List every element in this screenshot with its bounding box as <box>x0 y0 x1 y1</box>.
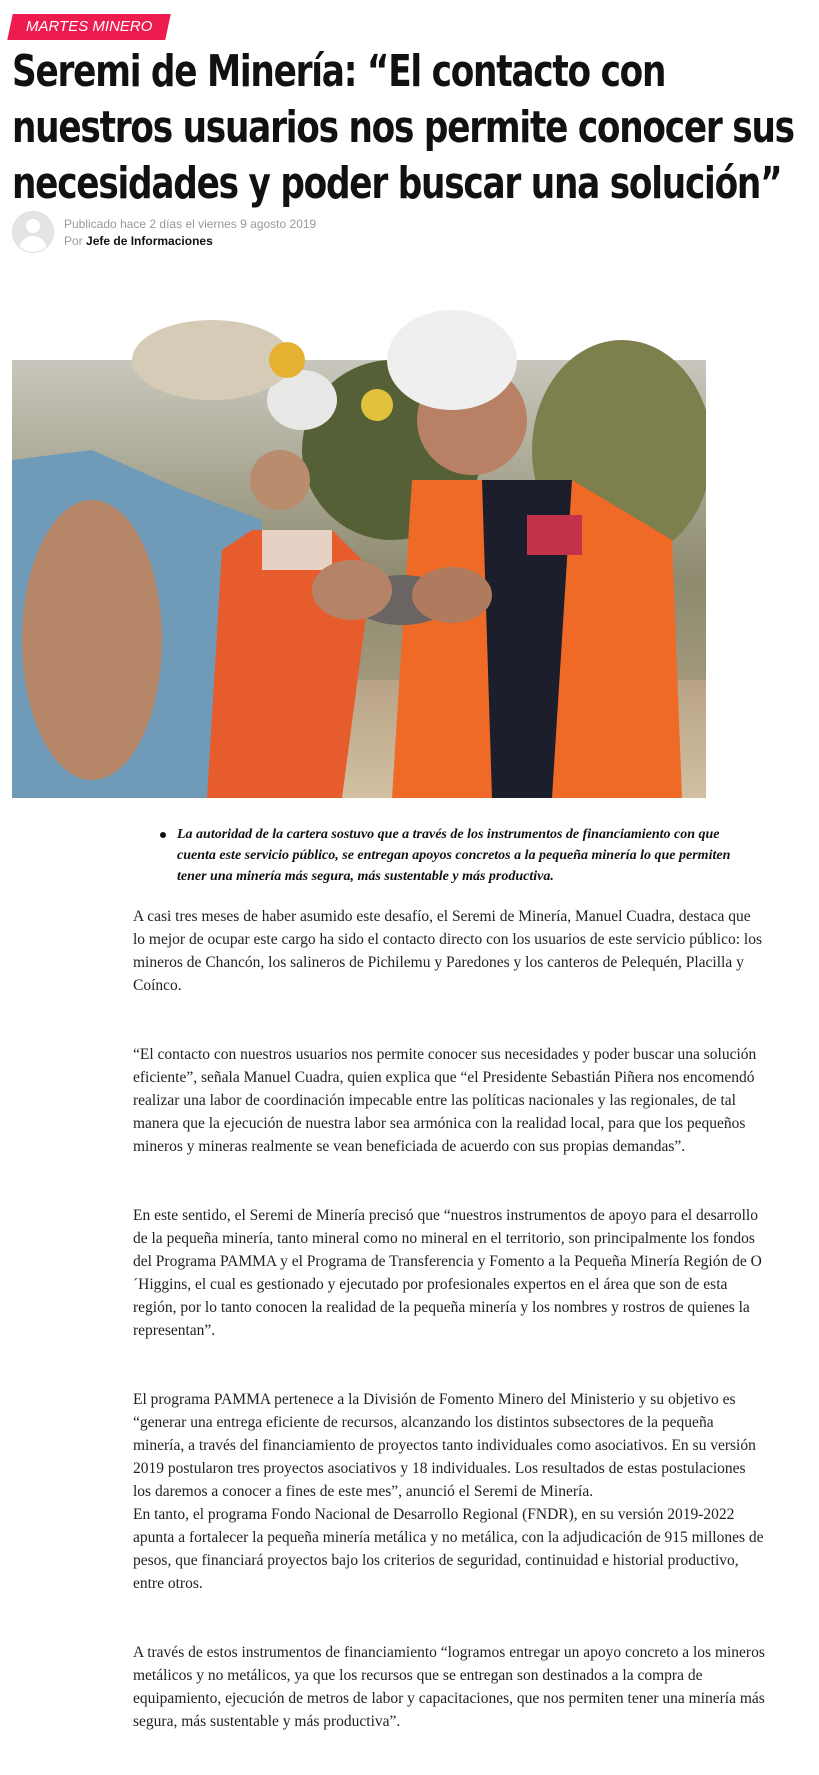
by-prefix: Por <box>64 234 83 248</box>
publish-line <box>64 217 316 231</box>
relative-time[interactable]: hace 2 días <box>120 217 183 231</box>
article-photo <box>12 300 706 798</box>
article-headline: Seremi de Minería: “El contacto con nuestros usuarios nos permite conocer sus necesidades y poder buscar una solución” <box>12 46 794 209</box>
article-body <box>133 905 765 1733</box>
publish-date: el viernes 9 agosto 2019 <box>185 217 317 231</box>
paragraph-4: El programa PAMMA pertenece a la División de Fomento Minero del Ministerio y su objetivo es “generar una entrega eficiente de recursos, alcanzando los distintos subsectores de la pequeña minería, a través del financiamiento de proyectos tanto individuales como asociativos. En su versión 2019 postularon tres proyectos asociativos y 18 individuales. Los resultados de estas postulaciones los daremos a conocer a fines de este mes”, anunció el Seremi de Minería. <box>133 1391 756 1500</box>
article-summary-list <box>160 824 760 887</box>
published-prefix: Publicado <box>64 217 117 231</box>
author-line <box>64 234 213 248</box>
paragraph-6: A través de estos instrumentos de financiamiento “logramos entregar un apoyo concreto a los mineros metálicos y no metálicos, ya que los recursos que se entregan son destinados a la compra de equipamiento, ejecución de metros de labor y capacitaciones, que nos permiten tener una minería más segura, más sustentable y más productiva”. <box>133 1644 765 1730</box>
paragraph-1: A casi tres meses de haber asumido este desafío, el Seremi de Minería, Manuel Cuadra, destaca que lo mejor de ocupar este cargo ha sido el contacto directo con los usuarios de este servicio público: los mineros de Chancón, los salineros de Pichilemu y Paredones y los canteros de Pelequén, Placilla y Coínco. <box>133 908 762 994</box>
avatar-head-icon <box>26 219 40 233</box>
summary-item: La autoridad de la cartera sostuvo que a través de los instrumentos de financiamiento con que cuenta este servicio público, se entregan apoyos concretos a la pequeña minería lo que permiten tener una minería más segura, más sustentable y más productiva. <box>160 824 760 887</box>
paragraph-2: “El contacto con nuestros usuarios nos permite conocer sus necesidades y poder buscar una solución eficiente”, señala Manuel Cuadra, quien explica que “el Presidente Sebastián Piñera nos encomendó realizar una labor de coordinación impecable entre las políticas nacionales y las regionales, de tal manera que la ejecución de nuestra labor sea armónica con la realidad local, para que los pequeños mineros y mineras realmente se vean beneficiada de acuerdo con sus propias demandas”. <box>133 1046 757 1155</box>
category-label: MARTES MINERO <box>26 18 153 35</box>
author-avatar[interactable] <box>12 211 54 253</box>
paragraph-5: En tanto, el programa Fondo Nacional de Desarrollo Regional (FNDR), en su versión 2019-2022 apunta a fortalecer la pequeña minería metálica y no metálica, con la adjudicación de 915 millones de pesos, que financiará proyectos bajo los criterios de seguridad, continuidad e historial productivo, entre otros. <box>133 1506 764 1592</box>
author-link[interactable]: Jefe de Informaciones <box>86 234 213 248</box>
category-badge[interactable] <box>7 14 171 40</box>
paragraph-3: En este sentido, el Seremi de Minería precisó que “nuestros instrumentos de apoyo para el desarrollo de la pequeña minería, tanto mineral como no mineral en el territorio, son principalmente los fondos del Programa PAMMA y el Programa de Transferencia y Fomento a la Pequeña Minería Región de O´Higgins, el cual es gestionado y ejecutado por profesionales expertos en el área que son de esta región, por lo tanto conocen la realidad de la pequeña minería y los nombres y rostros de quienes la representan”. <box>133 1207 762 1339</box>
article-meta <box>12 211 612 253</box>
avatar-body-icon <box>19 236 47 253</box>
